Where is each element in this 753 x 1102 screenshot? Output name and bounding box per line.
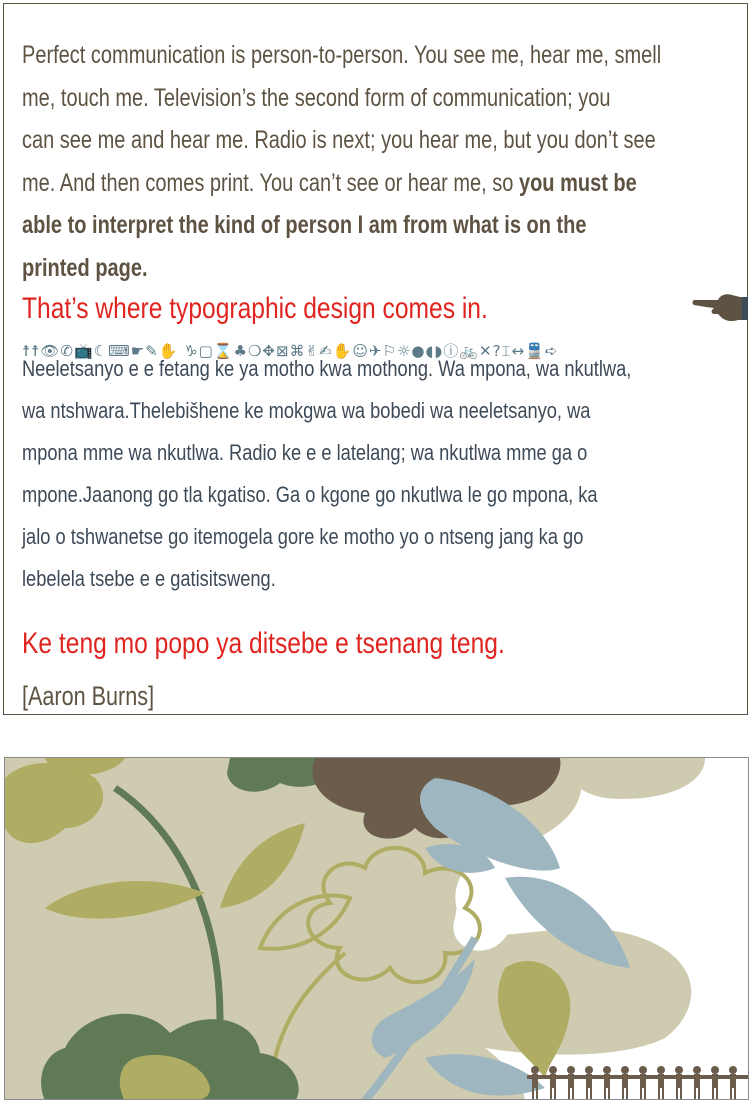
tswana-line-2: wa ntshwara.Thelebišhene ke mokgwa wa bobedi wa neeletsanyo, wa [22,398,591,423]
english-bold-line-1: able to interpret the kind of person I am from what is on the [22,211,587,239]
author-attribution: [Aaron Burns] [22,681,155,711]
tswana-line-4: mpone.Jaanong go tla kgatiso. Ga o kgone go nkutlwa le go mpona, ka [22,482,598,507]
dingbat-row: ☨☨👁✆📺☾⌨☛✎✋ ♑▢⌛♣❍✥⊠⌘✌✍✋☺✈⚐☼●◖◗ⓘ🚲✕?⌶↔🚆➪ [22,342,559,360]
tswana-line-6: lebelela tsebe e e gatisitsweng. [22,566,276,591]
english-highlight: That’s where typographic design comes in. [22,292,488,325]
olive-leaf-lower [498,961,570,1078]
english-line-2: me, touch me. Television’s the second form of communication; you [22,83,611,112]
quote-card [3,3,748,715]
english-line-1: Perfect communication is person-to-person. You see me, hear me, smell [22,41,662,69]
english-quote [22,34,661,289]
paper-doll-chain-icon [527,1066,749,1099]
tswana-quote [22,348,631,600]
tswana-line-1: Neeletsanyo e e fetang ke ya motho kwa mothong. Wa mpona, wa nkutlwa, [22,356,632,381]
tswana-line-3: mpona mme wa nkutlwa. Radio ke e e latelang; wa nkutlwa mme ga o [22,440,588,465]
english-bold-line-2: printed page. [22,253,148,282]
floral-illustration [4,757,749,1100]
tswana-highlight: Ke teng mo popo ya ditsebe e tsenang teng. [22,627,505,660]
english-line-4-bold: you must be [518,168,637,197]
tswana-line-5: jalo o tshwanetse go itemogela gore ke motho yo o ntseng jang ka go [22,524,584,549]
khaki-top-right-shape [564,758,705,799]
english-line-3: can see me and hear me. Radio is next; you hear me, but you don’t see [22,126,656,154]
floral-artwork [5,758,749,1100]
pointing-hand-icon [692,288,750,324]
english-line-4: me. And then comes print. You can’t see or hear me, so [22,168,519,197]
